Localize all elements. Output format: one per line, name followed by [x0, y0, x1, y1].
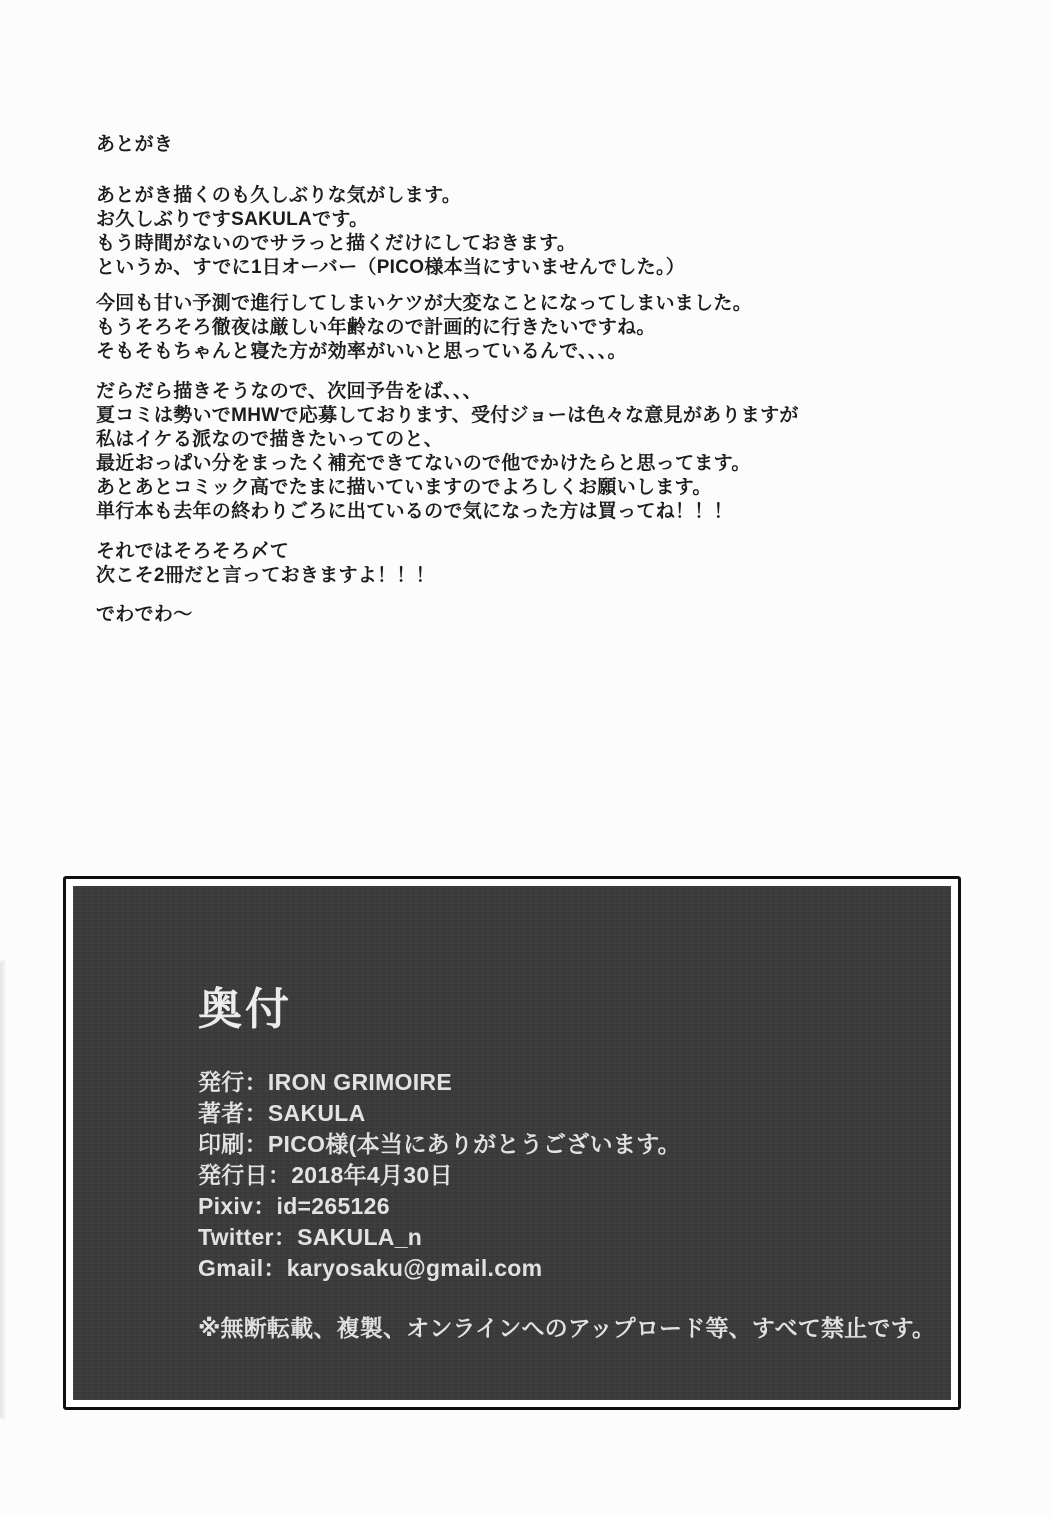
text-line: もう時間がないのでサラっと描くだけにしておきます。	[96, 233, 577, 254]
text-line: 私はイケる派なので描きたいってのと、	[96, 429, 444, 450]
text-line: Gmail：karyosaku@gmail.com	[198, 1255, 543, 1281]
colophon-details	[198, 1067, 681, 1284]
text-line: あとあとコミック高でたまに描いていますのでよろしくお願いします。	[96, 477, 712, 498]
text-line: 印刷：PICO様(本当にありがとうございます。	[198, 1131, 681, 1157]
text-line: 次こそ2冊だと言っておきますよ！！！	[96, 565, 435, 586]
text-line: もうそろそろ徹夜は厳しい年齢なので計画的に行きたいですね。	[96, 317, 656, 338]
afterword-signoff	[96, 603, 193, 627]
text-line: あとがき描くのも久しぶりな気がします。	[96, 185, 462, 206]
afterword-section	[96, 0, 996, 860]
text-line: Pixiv：id=265126	[198, 1193, 390, 1219]
text-line: というか、すでに1日オーバー（PICO様本当にすいませんでした。）	[96, 257, 686, 278]
text-line: Twitter：SAKULA_n	[198, 1224, 423, 1250]
text-line: 最近おっぱい分をまったく補充できてないので他でかけたらと思ってます。	[96, 453, 751, 474]
afterword-paragraph-3	[96, 380, 799, 524]
afterword-paragraph-1	[96, 184, 685, 280]
text-line: 著者：SAKULA	[198, 1100, 366, 1126]
colophon-title: 奥付	[198, 985, 292, 1034]
text-line: だらだら描きそうなので、次回予告をば、、、	[96, 381, 482, 402]
text-line: そもそもちゃんと寝た方が効率がいいと思っているんで、、、。	[96, 341, 627, 362]
afterword-paragraph-4	[96, 540, 435, 588]
colophon-copyright-notice: ※無断転載、複製、オンラインへのアップロード等、すべて禁止です。	[198, 1315, 936, 1341]
text-line: 単行本も去年の終わりごろに出ているので気になった方は買ってね！！！	[96, 501, 733, 522]
text-line: 夏コミは勢いでMHWで応募しております、受付ジョーは色々な意見がありますが	[96, 405, 799, 426]
colophon-inner-panel	[73, 886, 951, 1400]
text-line: お久しぶりですSAKULAです。	[96, 209, 369, 230]
text-line: それではそろそろ〆て	[96, 541, 290, 562]
text-line: でわでわ～	[96, 604, 193, 625]
afterword-title: あとがき	[96, 134, 174, 155]
colophon-box	[63, 876, 961, 1410]
text-line: 発行：IRON GRIMOIRE	[198, 1069, 452, 1095]
text-line: 発行日：2018年4月30日	[198, 1162, 453, 1188]
text-line: 今回も甘い予測で進行してしまいケツが大変なことになってしまいました。	[96, 293, 753, 314]
scan-artifact	[0, 960, 7, 1420]
afterword-paragraph-2	[96, 292, 752, 364]
